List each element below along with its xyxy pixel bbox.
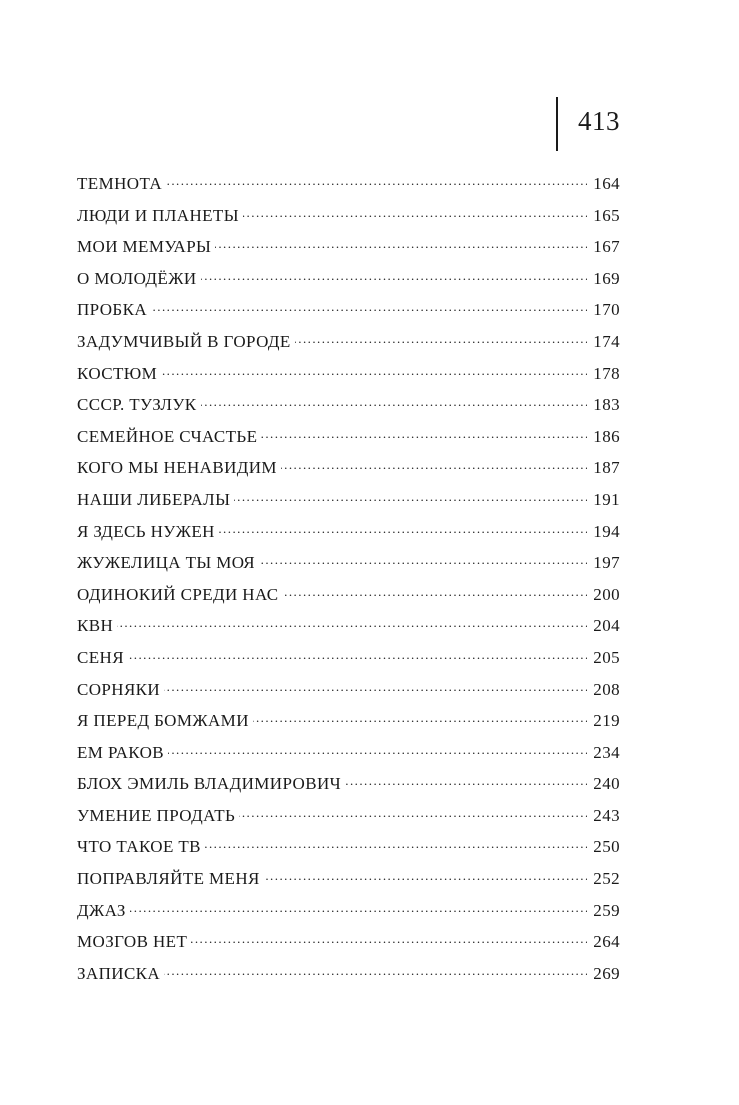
toc-entry <box>77 614 620 646</box>
toc-entry <box>77 867 620 899</box>
toc-entry-title: ЕМ РАКОВ <box>77 742 165 762</box>
toc-entry-title: ПРОБКА <box>77 300 147 320</box>
toc-entry-title: БЛОХ ЭМИЛЬ ВЛАДИМИРОВИЧ <box>77 774 342 794</box>
toc-entry <box>77 393 620 425</box>
toc-entry <box>77 362 620 394</box>
toc-dot-leader <box>281 456 587 473</box>
toc-dot-leader <box>166 172 587 189</box>
toc-entry-page: 167 <box>593 237 620 257</box>
toc-entry-page: 197 <box>593 553 620 573</box>
toc-entry-page: 208 <box>593 679 620 699</box>
toc-entry-title: ДЖАЗ <box>77 900 126 920</box>
toc-dot-leader <box>259 551 587 568</box>
toc-entry-page: 194 <box>593 521 620 541</box>
toc-entry <box>77 835 620 867</box>
toc-entry <box>77 772 620 804</box>
toc-entry-page: 204 <box>593 616 620 636</box>
toc-entry-page: 169 <box>593 268 620 288</box>
toc-dot-leader <box>168 741 587 758</box>
toc-entry-page: 250 <box>593 837 620 857</box>
toc-dot-leader <box>161 362 587 379</box>
toc-entry <box>77 520 620 552</box>
toc-entry-page: 200 <box>593 584 620 604</box>
toc-entry-page: 269 <box>593 963 620 983</box>
toc-entry-title: Я ЗДЕСЬ НУЖЕН <box>77 521 215 541</box>
toc-dot-leader <box>117 614 587 631</box>
toc-entry <box>77 583 620 615</box>
toc-dot-leader <box>243 204 587 221</box>
toc-entry-page: 187 <box>593 458 620 478</box>
toc-dot-leader <box>345 772 587 789</box>
toc-dot-leader <box>201 393 588 410</box>
toc-entry <box>77 488 620 520</box>
toc-dot-leader <box>164 678 587 695</box>
toc-entry <box>77 741 620 773</box>
toc-entry-title: МОЗГОВ НЕТ <box>77 932 188 952</box>
toc-entry-title: ЛЮДИ И ПЛАНЕТЫ <box>77 205 239 225</box>
toc-entry-title: ЗАПИСКА <box>77 963 161 983</box>
toc-entry-title: ЖУЖЕЛИЦА ТЫ МОЯ <box>77 553 256 573</box>
page-number-rule <box>556 97 558 151</box>
toc-dot-leader <box>219 520 587 537</box>
toc-dot-leader <box>295 330 588 347</box>
toc-entry-title: НАШИ ЛИБЕРАЛЫ <box>77 489 231 509</box>
toc-entry-title: ПОПРАВЛЯЙТЕ МЕНЯ <box>77 869 260 889</box>
toc-entry-page: 234 <box>593 742 620 762</box>
toc-entry <box>77 551 620 583</box>
toc-entry <box>77 298 620 330</box>
toc-entry-title: СССР. ТУЗЛУК <box>77 395 197 415</box>
toc-entry-page: 259 <box>593 900 620 920</box>
table-of-contents <box>77 172 620 993</box>
toc-dot-leader <box>234 488 587 505</box>
toc-entry-page: 178 <box>593 363 620 383</box>
toc-entry-title: ОДИНОКИЙ СРЕДИ НАС <box>77 584 279 604</box>
toc-entry <box>77 267 620 299</box>
toc-dot-leader <box>205 835 587 852</box>
toc-entry-title: СЕМЕЙНОЕ СЧАСТЬЕ <box>77 426 258 446</box>
toc-dot-leader <box>151 298 587 315</box>
toc-dot-leader <box>128 646 587 663</box>
toc-entry-title: УМЕНИЕ ПРОДАТЬ <box>77 805 236 825</box>
toc-dot-leader <box>261 425 587 442</box>
toc-entry-title: О МОЛОДЁЖИ <box>77 268 197 288</box>
toc-entry-page: 252 <box>593 869 620 889</box>
toc-entry-page: 219 <box>593 711 620 731</box>
toc-entry-page: 264 <box>593 932 620 952</box>
toc-entry <box>77 235 620 267</box>
toc-entry-page: 243 <box>593 805 620 825</box>
toc-entry-page: 191 <box>593 489 620 509</box>
toc-entry-title: СОРНЯКИ <box>77 679 161 699</box>
toc-dot-leader <box>283 583 588 600</box>
toc-dot-leader <box>264 867 588 884</box>
toc-dot-leader <box>191 930 587 947</box>
toc-entry-title: ЧТО ТАКОЕ ТВ <box>77 837 201 857</box>
toc-dot-leader <box>215 235 587 252</box>
toc-entry-title: МОИ МЕМУАРЫ <box>77 237 212 257</box>
toc-entry-page: 183 <box>593 395 620 415</box>
toc-entry-title: КВН <box>77 616 114 636</box>
toc-entry <box>77 204 620 236</box>
toc-dot-leader <box>201 267 588 284</box>
toc-entry-page: 174 <box>593 331 620 351</box>
toc-dot-leader <box>253 709 587 726</box>
toc-entry <box>77 425 620 457</box>
toc-entry-title: ТЕМНОТА <box>77 174 163 193</box>
toc-entry <box>77 962 620 994</box>
toc-entry-title: ЗАДУМЧИВЫЙ В ГОРОДЕ <box>77 331 291 351</box>
toc-entry-title: СЕНЯ <box>77 647 124 667</box>
toc-entry-title: КОСТЮМ <box>77 363 158 383</box>
toc-entry-page: 240 <box>593 774 620 794</box>
toc-entry-title: Я ПЕРЕД БОМЖАМИ <box>77 711 249 731</box>
toc-entry <box>77 930 620 962</box>
toc-entry <box>77 456 620 488</box>
toc-entry <box>77 678 620 710</box>
toc-entry-page: 164 <box>593 174 620 193</box>
toc-entry-page: 165 <box>593 205 620 225</box>
toc-entry-page: 205 <box>593 647 620 667</box>
toc-entry <box>77 172 620 204</box>
toc-dot-leader <box>130 899 587 916</box>
toc-entry-page: 186 <box>593 426 620 446</box>
toc-entry-title: КОГО МЫ НЕНАВИДИМ <box>77 458 277 478</box>
toc-entry <box>77 804 620 836</box>
toc-dot-leader <box>239 804 587 821</box>
toc-entry <box>77 330 620 362</box>
page-number: 413 <box>578 106 620 136</box>
toc-entry <box>77 646 620 678</box>
toc-entry <box>77 709 620 741</box>
toc-entry-page: 170 <box>593 300 620 320</box>
toc-dot-leader <box>164 962 587 979</box>
toc-entry <box>77 899 620 931</box>
